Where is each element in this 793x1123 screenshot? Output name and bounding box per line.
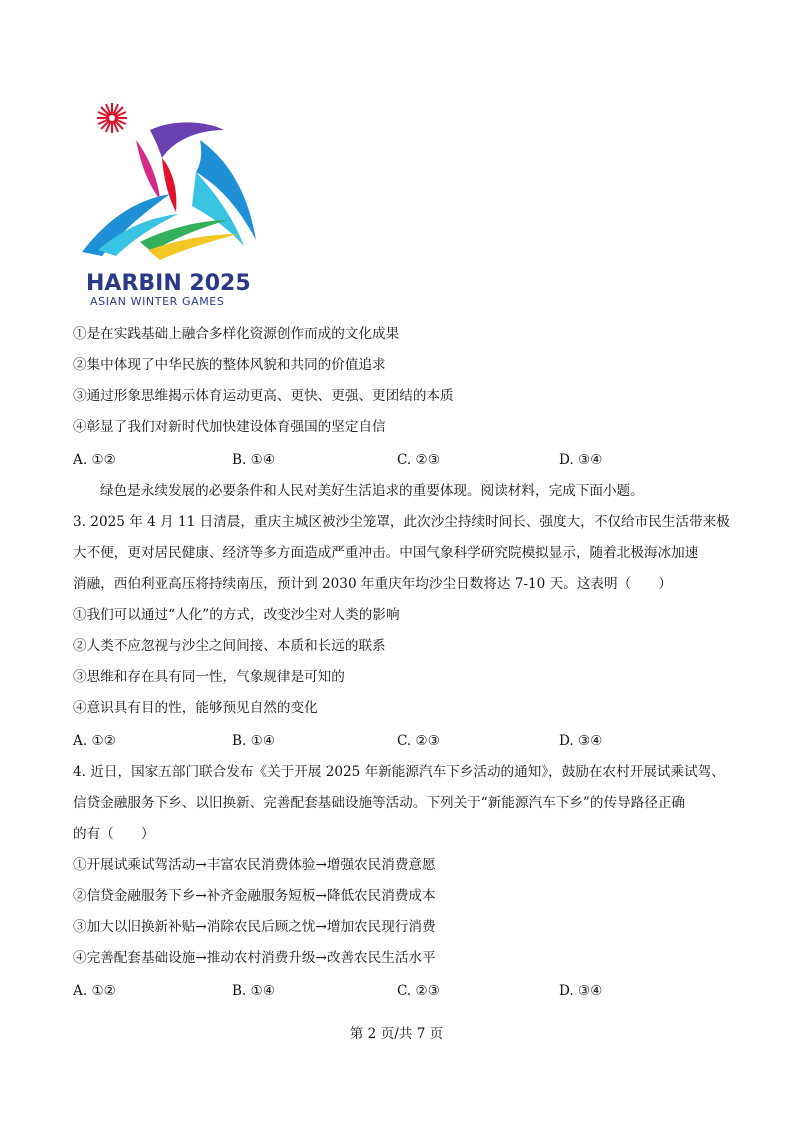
q4-statement-1: ①开展试乘试驾活动→丰富农民消费体验→增强农民消费意愿 bbox=[73, 857, 436, 873]
q4-option-a[interactable]: A. ①② bbox=[73, 983, 116, 999]
q3-stem-line-3: 消融，西伯利亚高压将持续南压，预计到 2030 年重庆年均沙尘日数将达 7-10 天。这表明（ ） bbox=[73, 576, 672, 592]
sun-icon bbox=[97, 103, 127, 133]
q2-statement-2: ②集中体现了中华民族的整体风貌和共同的价值追求 bbox=[73, 357, 386, 373]
q3-option-b[interactable]: B. ①④ bbox=[232, 733, 276, 749]
logo-main-text: HARBIN 2025 bbox=[86, 271, 251, 296]
q3-stem-line-2: 大不便，更对居民健康、经济等多方面造成严重冲击。中国气象科学研究院模拟显示，随着北极海冰加速 bbox=[73, 545, 699, 561]
q2-options bbox=[73, 450, 633, 470]
q3-stem-line-1: 3. 2025 年 4 月 11 日清晨，重庆主城区被沙尘笼罩，此次沙尘持续时间长、强度大，不仅给市民生活带来极 bbox=[73, 514, 730, 530]
q3-statement-2: ②人类不应忽视与沙尘之间间接、本质和长远的联系 bbox=[73, 638, 386, 654]
q3-statement-4: ④意识具有目的性，能够预见自然的变化 bbox=[73, 700, 318, 716]
q3-option-d[interactable]: D. ③④ bbox=[559, 733, 603, 749]
q2-statement-1: ①是在实践基础上融合多样化资源创作而成的文化成果 bbox=[73, 326, 400, 342]
logo-emblem-icon bbox=[78, 100, 264, 310]
q3-option-a[interactable]: A. ①② bbox=[73, 733, 116, 749]
q3-statement-1: ①我们可以通过“人化”的方式，改变沙尘对人类的影响 bbox=[73, 607, 400, 623]
logo-sub-text: ASIAN WINTER GAMES bbox=[90, 295, 225, 308]
q2-option-c[interactable]: C. ②③ bbox=[397, 452, 440, 468]
q4-option-d[interactable]: D. ③④ bbox=[559, 983, 603, 999]
q2-option-d[interactable]: D. ③④ bbox=[559, 452, 603, 468]
q4-stem-line-3: 的有（ ） bbox=[73, 826, 155, 842]
harbin-2025-asian-winter-games-logo bbox=[78, 100, 264, 310]
q2-option-a[interactable]: A. ①② bbox=[73, 452, 116, 468]
q4-statement-4: ④完善配套基础设施→推动农村消费升级→改善农民生活水平 bbox=[73, 950, 436, 966]
q4-options bbox=[73, 981, 633, 1001]
q4-stem-line-1: 4. 近日，国家五部门联合发布《关于开展 2025 年新能源汽车下乡活动的通知》，鼓励在农村开展试乘试驾、 bbox=[73, 764, 725, 780]
q3-statement-3: ③思维和存在具有同一性，气象规律是可知的 bbox=[73, 669, 345, 685]
page-number: 第 2 页/共 7 页 bbox=[349, 1026, 444, 1042]
q3-option-c[interactable]: C. ②③ bbox=[397, 733, 440, 749]
q4-option-c[interactable]: C. ②③ bbox=[397, 983, 440, 999]
q4-option-b[interactable]: B. ①④ bbox=[232, 983, 276, 999]
q2-statement-3: ③通过形象思维揭示体育运动更高、更快、更强、更团结的本质 bbox=[73, 388, 454, 404]
q4-stem-line-2: 信贷金融服务下乡、以旧换新、完善配套基础设施等活动。下列关于“新能源汽车下乡”的传导路径正确 bbox=[73, 795, 686, 811]
q4-statement-3: ③加大以旧换新补贴→消除农民后顾之忧→增加农民现行消费 bbox=[73, 919, 436, 935]
q4-statement-2: ②信贷金融服务下乡→补齐金融服务短板→降低农民消费成本 bbox=[73, 888, 436, 904]
section-intro: 绿色是永续发展的必要条件和人民对美好生活追求的重要体现。阅读材料，完成下面小题。 bbox=[100, 483, 644, 499]
q2-statement-4: ④彰显了我们对新时代加快建设体育强国的坚定自信 bbox=[73, 419, 386, 435]
q3-options bbox=[73, 731, 633, 751]
q2-option-b[interactable]: B. ①④ bbox=[232, 452, 276, 468]
